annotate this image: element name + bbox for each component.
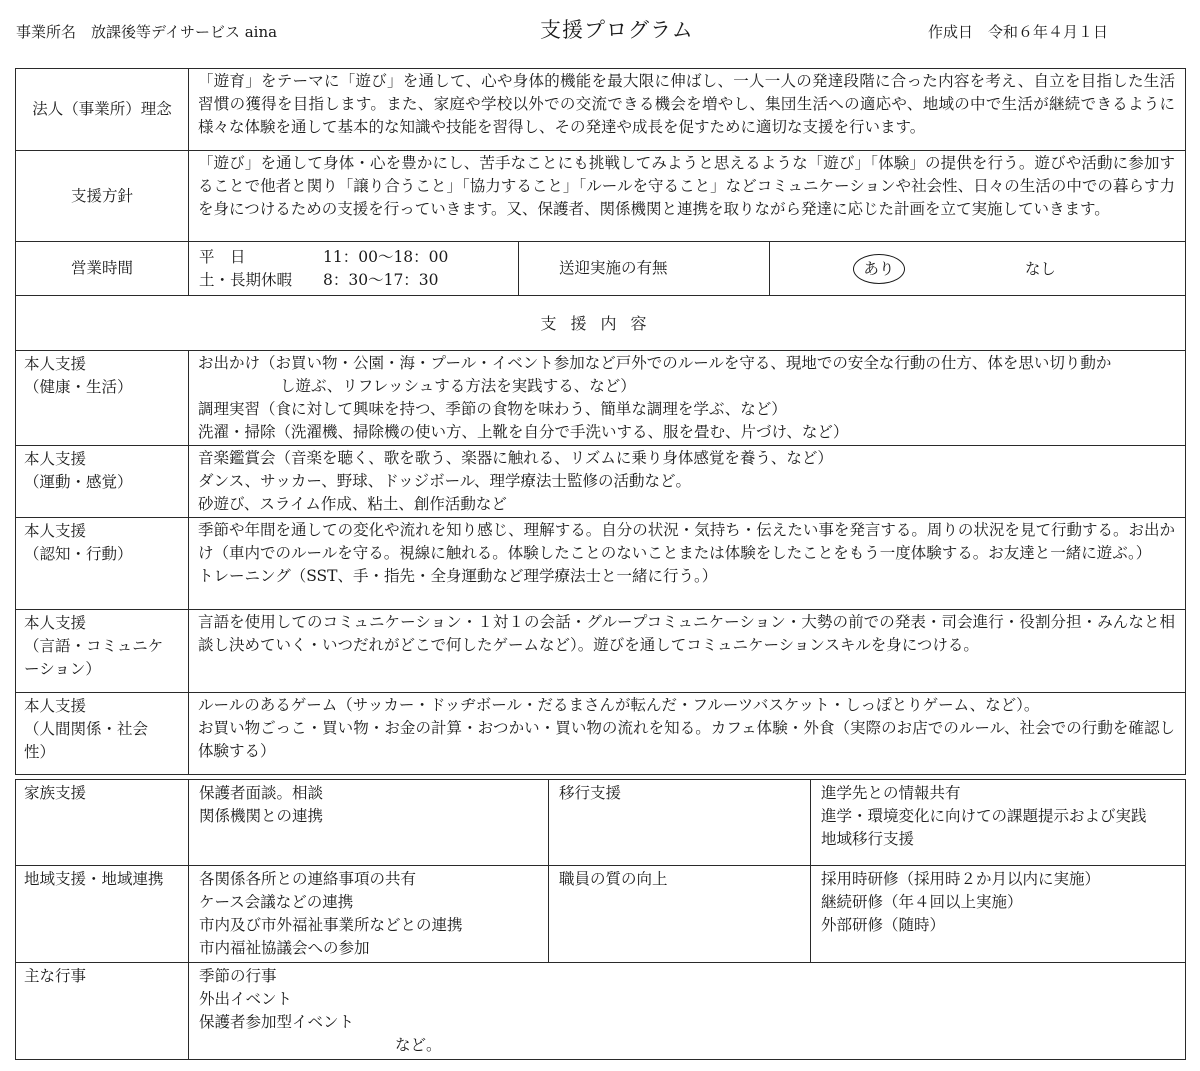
transport-label: 送迎実施の有無 [519,242,770,296]
content-line: 地域移行支援 [821,830,915,848]
support-language-row [16,610,1186,693]
community-label: 地域支援・地域連携 [16,866,189,963]
staff-content [811,866,1186,963]
content-line: 継続研修（年４回以上実施） [821,893,1023,911]
label-line: （人間関係・社会 [24,720,149,738]
label-line: 性） [24,743,56,761]
content-line: お出かけ（お買い物・公園・海・プール・イベント参加など戸外でのルールを守る、現地での安全な行動の仕方、体を思い切り動か [198,354,1112,372]
hours-label: 営業時間 [16,242,189,296]
holiday-time: 8：30〜17：30 [323,270,439,289]
philosophy-text: 「遊育」をテーマに「遊び」を通して、心や身体的機能を最大限に伸ばし、一人一人の発達段階に合った内容を考え、自立を目指した生活習慣の獲得を目指します。また、家庭や学校以外での交流できる機会を増やし、集団生活への適応や、地域の中で生活が継続できるように様々な体験を通して基本的な知識や技能を習得し、その発達や成長を促すために適切な支援を行います。 [189,69,1186,151]
content-line: 調理実習（食に対して興味を持つ、季節の食物を味わう、簡単な調理を学ぶ、など） [198,400,787,418]
content-line: 市内及び市外福祉事業所などとの連携 [199,916,463,934]
support-heading-row [16,296,1186,351]
content-line: 各関係各所との連絡事項の共有 [199,870,417,888]
content-paragraph: お買い物ごっこ・買い物・お金の計算・おつかい・買い物の流れを知る。カフェ体験・外食（実際のお店でのルール、社会での行動を確認し体験する） [198,719,1176,760]
transition-content [811,780,1186,866]
content-line: ダンス、サッカー、野球、ドッジボール、理学療法士監修の活動など。 [198,472,692,490]
office-name: 事業所名 放課後等デイサービス aina [16,23,278,41]
philosophy-label: 法人（事業所）理念 [16,69,189,151]
content-line: 進学先との情報共有 [821,784,961,802]
content-line: 進学・環境変化に向けての課題提示および実践 [821,807,1147,825]
policy-label: 支援方針 [16,151,189,242]
support-language-content: 言語を使用してのコミュニケーション・１対１の会話・グループコミュニケーション・大勢の前での発表・司会進行・役割分担・みんなと相談し決めていく・いつだれがどこで何したゲームなど）。遊びを通してコミュニケーションスキルを身につける。 [189,610,1186,693]
support-health-label [16,351,189,446]
label-line: 本人支援 [24,355,87,373]
support-heading: 支援内容 [16,296,1186,351]
holiday-hours [199,269,510,292]
content-line: し遊ぶ、リフレッシュする方法を実践する、など） [280,377,636,395]
content-line: 市内福祉協議会への参加 [199,939,370,957]
label-line: （認知・行動） [24,545,133,563]
content-line: 音楽鑑賞会（音楽を聴く、歌を歌う、楽器に触れる、リズムに乗り身体感覚を養う、など） [198,449,833,467]
events-label: 主な行事 [16,963,189,1060]
transition-label: 移行支援 [549,780,811,866]
content-line: 砂遊び、スライム作成、粘土、創作活動など [198,495,507,513]
support-social-label [16,693,189,775]
support-motor-content [189,446,1186,518]
option-yes-circled: あり [853,254,905,284]
weekday-label: 平 日 [199,247,246,266]
created-date: 作成日 令和６年４月１日 [928,23,1109,41]
content-line: 季節の行事 [199,967,277,985]
support-cognition-row [16,518,1186,610]
content-line: 洗濯・掃除（洗濯機、掃除機の使い方、上靴を自分で手洗いする、服を畳む、片づけ、など） [198,423,849,441]
label-line: （健康・生活） [24,378,133,396]
support-motor-row [16,446,1186,518]
label-line: 本人支援 [24,450,87,468]
support-social-content [189,693,1186,775]
hours-values [189,242,519,296]
content-line: 保護者参加型イベント [199,1013,355,1031]
philosophy-row [16,69,1186,151]
transport-options [770,242,1186,296]
document-header [0,0,1200,60]
content-line: 保護者面談。相談 [199,784,324,802]
family-row [16,780,1186,866]
support-health-row [16,351,1186,446]
content-line: ルールのあるゲーム（サッカー・ドッヂボール・だるまさんが転んだ・フルーツバスケット・しっぽとりゲーム、など）。 [198,696,1040,714]
weekday-hours [199,246,510,269]
label-line: 本人支援 [24,522,87,540]
community-row [16,866,1186,963]
content-paragraph: 季節や年間を通しての変化や流れを知り感じ、理解する。自分の状況・気持ち・伝えたい事を発言する。周りの状況を見て行動する。お出かけ（車内でのルールを守る。視線に触れる。体験したことのないことまたは体験をしたことをもう一度体験する。お友達と一緒に遊ぶ。） [198,521,1176,562]
support-extras-table [15,779,1186,1060]
page-title: 支援プログラム [540,18,694,42]
content-line: 採用時研修（採用時２か月以内に実施） [821,870,1101,888]
label-line: （言語・コミュニケ [24,637,164,655]
policy-text: 「遊び」を通して身体・心を豊かにし、苦手なことにも挑戦してみようと思えるような「遊び」「体験」の提供を行う。遊びや活動に参加することで他者と関り「譲り合うこと」「協力すること」「ルールを守ること」などコミュニケーションや社会性、日々の生活の中での暮らす力を身につけるための支援を行っていきます。又、保護者、関係機関と連携を取りながら発達に応じた計画を立て実施していきます。 [189,151,1186,242]
label-line: 本人支援 [24,697,87,715]
support-health-content [189,351,1186,446]
program-table [15,68,1186,775]
weekday-time: 11：00〜18：00 [323,247,449,266]
policy-row [16,151,1186,242]
events-content [189,963,1186,1060]
content-line: 関係機関との連携 [199,807,324,825]
content-line: 外部研修（随時） [821,916,946,934]
content-line: ケース会議などの連携 [199,893,354,911]
content-line: など。 [395,1036,442,1054]
holiday-label: 土・長期休暇 [199,270,293,289]
label-line: 本人支援 [24,614,87,632]
support-cognition-content [189,518,1186,610]
staff-label: 職員の質の向上 [549,866,811,963]
family-label: 家族支援 [16,780,189,866]
option-no: なし [1024,259,1056,278]
label-line: （運動・感覚） [24,473,133,491]
support-motor-label [16,446,189,518]
label-line: ーション） [24,660,101,678]
community-content [189,866,549,963]
hours-row [16,242,1186,296]
content-line: トレーニング（SST、手・指先・全身運動など理学療法士と一緒に行う。） [198,567,718,585]
events-row [16,963,1186,1060]
content-line: 外出イベント [199,990,293,1008]
support-language-label [16,610,189,693]
support-cognition-label [16,518,189,610]
family-content [189,780,549,866]
support-social-row [16,693,1186,775]
